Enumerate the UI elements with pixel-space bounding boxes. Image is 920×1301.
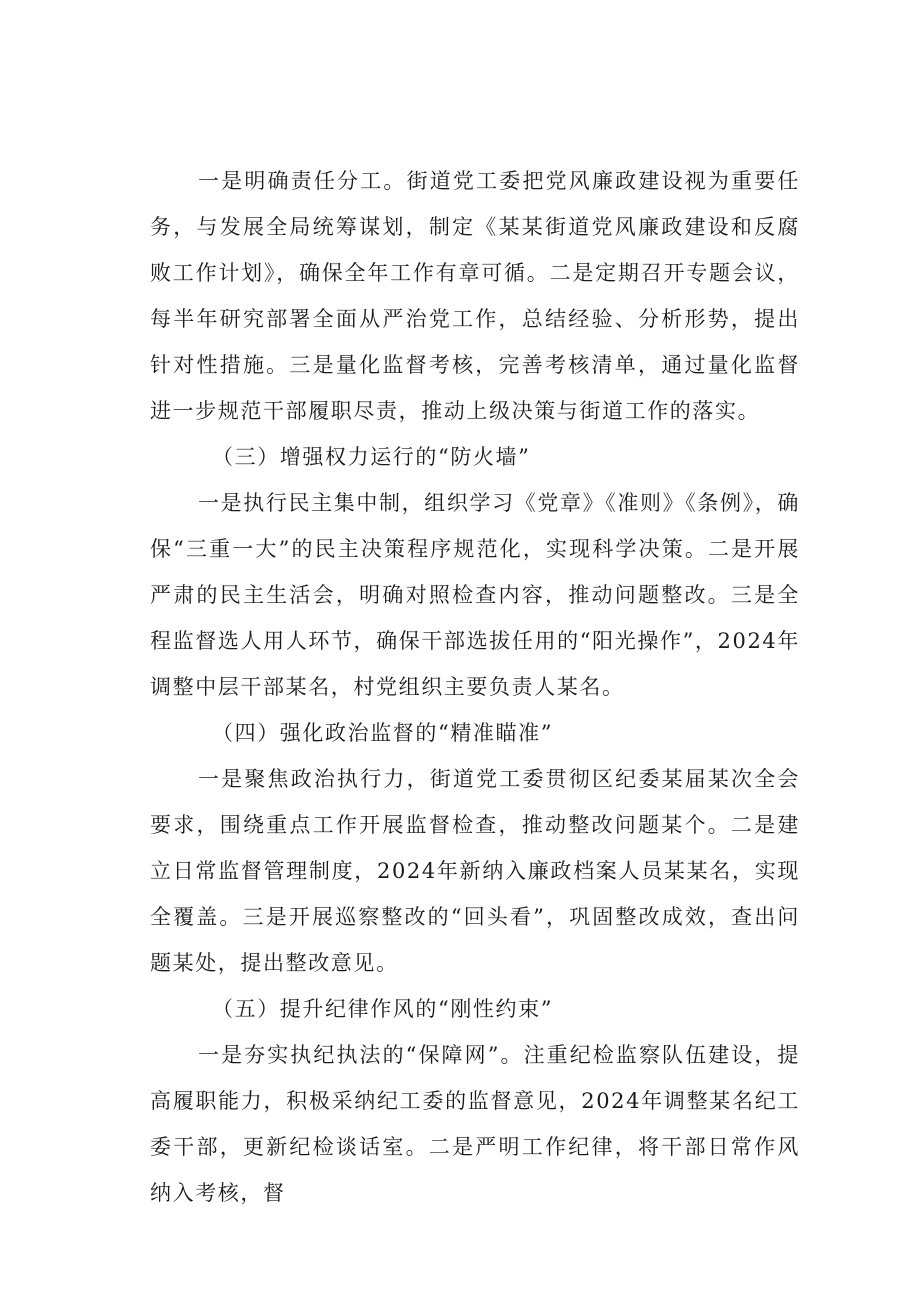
body-paragraph-political-supervision: 一是聚焦政治执行力，街道党工委贯彻区纪委某届某次全会要求，围绕重点工作开展监督检查，推动整改问题某个。二是建立日常监督管理制度，2024年新纳入廉政档案人员某某名，实现全覆盖。三是开展巡察整改的“回头看”，巩固整改成效，查出问题某处，提出整改意见。 [150,767,800,975]
body-paragraph-responsibility: 一是明确责任分工。街道党工委把党风廉政建设视为重要任务，与发展全局统筹谋划，制定《某某街道党风廉政建设和反腐败工作计划》，确保全年工作有章可循。二是定期召开专题会议，每半年研究部署全面从严治党工作，总结经验、分析形势，提出针对性措施。三是量化监督考核，完善考核清单，通过量化监督进一步规范干部履职尽责，推动上级决策与街道工作的落实。 [150,169,800,423]
body-paragraph-discipline: 一是夯实执纪执法的“保障网”。注重纪检监察队伍建设，提高履职能力，积极采纳纪工委的监督意见，2024年调整某名纪工委干部，更新纪检谈话室。二是严明工作纪律，将干部日常作风纳入考核，督 [150,1043,800,1205]
body-paragraph-power-firewall: 一是执行民主集中制，组织学习《党章》《准则》《条例》，确保“三重一大”的民主决策程序规范化，实现科学决策。二是开展严肃的民主生活会，明确对照检查内容，推动问题整改。三是全程监督选人用人环节，确保干部选拔任用的“阳光操作”，2024年调整中层干部某名，村党组织主要负责人某名。 [150,491,800,699]
section-heading-3: （三）增强权力运行的“防火墙” [212,445,531,469]
document-page [150,158,800,1216]
section-heading-4: （四）强化政治监督的“精准瞄准” [212,721,554,745]
section-heading-5: （五）提升纪律作风的“刚性约束” [212,997,554,1021]
